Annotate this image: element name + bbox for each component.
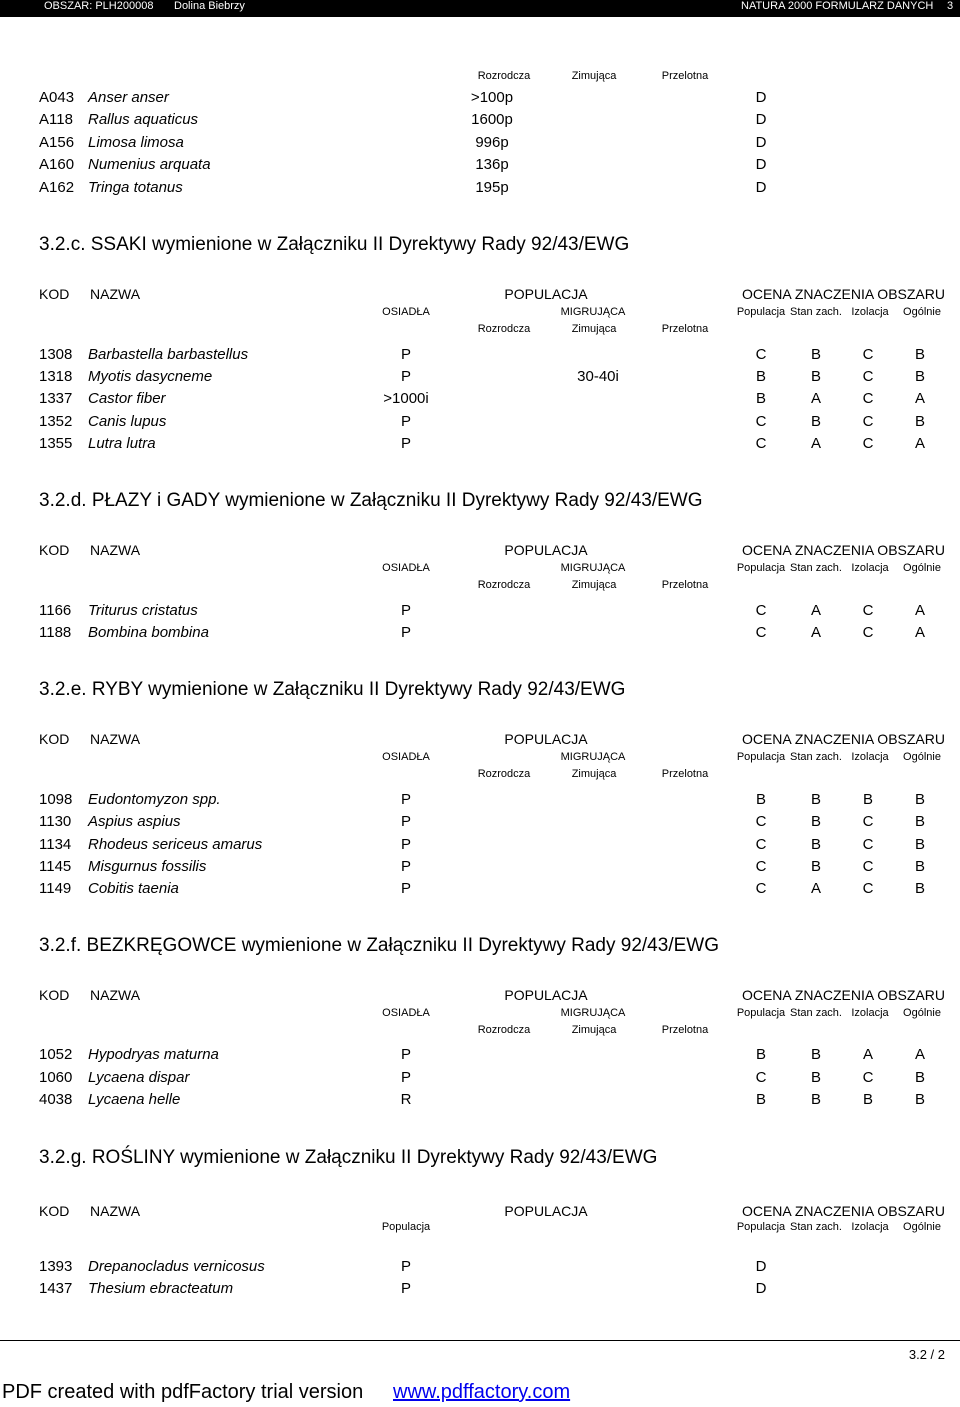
species-name: Aspius aspius (88, 813, 181, 830)
section-title: 3.2.c. SSAKI wymienione w Załączniku II Dyrektywy Rady 92/43/EWG (39, 234, 630, 255)
species-code: 1437 (39, 1280, 73, 1297)
assessment-population: C (755, 836, 767, 853)
footer-page-reference: 3.2 / 2 (908, 1347, 945, 1362)
column-header-ocena: OCENA ZNACZENIA OBSZARU (741, 1203, 945, 1219)
sub-label-ogolnie: Ogólnie (903, 306, 941, 318)
sub-label-rozrodcza: Rozrodcza (477, 768, 531, 780)
assessment-isolation: C (862, 602, 874, 619)
assessment-conservation: B (810, 813, 822, 830)
sub-label-izolacja: Izolacja (851, 562, 889, 574)
sub-label-populacja: Populacja (736, 306, 786, 318)
sub-label-osiadla: OSIADŁA (382, 562, 430, 574)
assessment-global: B (914, 791, 926, 808)
population-value: P (400, 1280, 412, 1297)
column-header-populacja: POPULACJA (504, 731, 588, 747)
section-title: 3.2.f. BEZKRĘGOWCE wymienione w Załączniku II Dyrektywy Rady 92/43/EWG (39, 935, 719, 956)
assessment-global: B (914, 1069, 926, 1086)
column-header-ocena: OCENA ZNACZENIA OBSZARU (741, 731, 945, 747)
assessment-isolation: C (862, 880, 874, 897)
assessment-isolation: C (862, 836, 874, 853)
header-form-title: NATURA 2000 FORMULARZ DANYCH (741, 0, 934, 12)
assessment-isolation: C (862, 368, 874, 385)
population-value: 136p (475, 156, 509, 173)
column-header-populacja: POPULACJA (504, 286, 588, 302)
pdf-factory-link[interactable]: www.pdffactory.com (393, 1381, 571, 1403)
species-code: 1098 (39, 791, 73, 808)
sub-label-migrujaca: MIGRUJĄCA (560, 1007, 626, 1019)
sub-label-migrujaca: MIGRUJĄCA (560, 751, 626, 763)
sub-label-stan-zach: Stan zach. (790, 1221, 842, 1233)
population-resident: P (400, 1069, 412, 1086)
sub-label-stan-zach: Stan zach. (790, 562, 842, 574)
assessment-population: B (755, 368, 767, 385)
species-name: Numenius arquata (88, 156, 211, 173)
assessment-value: D (755, 134, 767, 151)
column-header-nazwa: NAZWA (90, 731, 141, 747)
assessment-global: A (914, 435, 926, 452)
assessment-value: D (755, 1258, 767, 1275)
assessment-isolation: C (862, 435, 874, 452)
population-value: 1600p (471, 111, 513, 128)
assessment-conservation: B (810, 346, 822, 363)
assessment-population: C (755, 880, 767, 897)
sub-label-izolacja: Izolacja (851, 1007, 889, 1019)
column-header-nazwa: NAZWA (90, 1203, 141, 1219)
assessment-population: C (755, 435, 767, 452)
column-header-kod: KOD (39, 286, 70, 302)
population-value: 996p (475, 134, 509, 151)
species-code: 1188 (39, 624, 72, 641)
assessment-population: C (755, 413, 767, 430)
species-name: Drepanocladus vernicosus (88, 1258, 265, 1275)
column-header-ocena: OCENA ZNACZENIA OBSZARU (741, 987, 945, 1003)
species-name: Rallus aquaticus (88, 111, 199, 128)
sub-label-przelotna: Przelotna (661, 579, 709, 591)
assessment-population: B (755, 1091, 767, 1108)
population-resident: P (400, 435, 412, 452)
assessment-conservation: A (810, 602, 822, 619)
species-code: 1355 (39, 435, 73, 452)
assessment-conservation: B (810, 836, 822, 853)
population-migrating: 30-40i (577, 368, 619, 385)
species-code: A160 (39, 156, 75, 173)
population-resident: P (400, 791, 412, 808)
sub-label-zimujaca: Zimująca (571, 1024, 617, 1036)
species-code: 1337 (39, 390, 73, 407)
sub-label-osiadla: OSIADŁA (382, 751, 430, 763)
sub-label-populacja: Populacja (736, 751, 786, 763)
species-code: 1352 (39, 413, 73, 430)
population-value: P (400, 1258, 412, 1275)
species-name: Barbastella barbastellus (88, 346, 249, 363)
assessment-isolation: C (862, 413, 874, 430)
sub-label-izolacja: Izolacja (851, 751, 889, 763)
assessment-population: C (755, 1069, 767, 1086)
population-resident: P (400, 346, 412, 363)
sub-label-populacja: Populacja (381, 1221, 431, 1233)
sub-label-ogolnie: Ogólnie (903, 562, 941, 574)
assessment-population: B (755, 1046, 767, 1063)
sub-label-ogolnie: Ogólnie (903, 751, 941, 763)
assessment-value: D (755, 1280, 767, 1297)
column-header-nazwa: NAZWA (90, 286, 141, 302)
sub-label-przelotna: Przelotna (661, 70, 709, 82)
column-header-nazwa: NAZWA (90, 987, 141, 1003)
section-title: 3.2.d. PŁAZY i GADY wymienione w Załączniku II Dyrektywy Rady 92/43/EWG (39, 490, 703, 511)
column-header-kod: KOD (39, 1203, 70, 1219)
assessment-population: B (755, 390, 767, 407)
assessment-value: D (755, 179, 767, 196)
sub-label-izolacja: Izolacja (851, 306, 889, 318)
sub-label-przelotna: Przelotna (661, 323, 709, 335)
assessment-conservation: B (810, 413, 822, 430)
sub-label-osiadla: OSIADŁA (382, 306, 430, 318)
sub-label-izolacja: Izolacja (851, 1221, 889, 1233)
sub-label-zimujaca: Zimująca (571, 323, 617, 335)
assessment-conservation: B (810, 791, 822, 808)
assessment-conservation: B (810, 368, 822, 385)
assessment-population: C (755, 602, 767, 619)
species-code: 1308 (39, 346, 73, 363)
assessment-population: C (755, 346, 767, 363)
assessment-global: A (914, 602, 926, 619)
sub-label-rozrodcza: Rozrodcza (477, 323, 531, 335)
assessment-global: A (914, 390, 926, 407)
species-name: Lycaena helle (88, 1091, 181, 1108)
population-resident: P (400, 880, 412, 897)
population-resident: >1000i (383, 390, 429, 407)
species-name: Eudontomyzon spp. (88, 791, 221, 808)
species-code: A156 (39, 134, 75, 151)
pdf-factory-note: PDF created with pdfFactory trial version (2, 1381, 364, 1403)
assessment-value: D (755, 89, 767, 106)
species-code: 1166 (39, 602, 72, 619)
population-resident: P (400, 602, 412, 619)
assessment-population: C (755, 624, 767, 641)
assessment-isolation: C (862, 390, 874, 407)
sub-label-osiadla: OSIADŁA (382, 1007, 430, 1019)
header-site-code: OBSZAR: PLH200008 (44, 0, 154, 12)
assessment-value: D (755, 156, 767, 173)
sub-label-migrujaca: MIGRUJĄCA (560, 306, 626, 318)
species-code: 1134 (39, 836, 72, 853)
species-code: 1145 (39, 858, 72, 875)
species-code: A118 (39, 111, 73, 128)
species-name: Limosa limosa (88, 134, 184, 151)
assessment-conservation: B (810, 1069, 822, 1086)
assessment-population: C (755, 813, 767, 830)
population-resident: P (400, 1046, 412, 1063)
sub-label-rozrodcza: Rozrodcza (477, 1024, 531, 1036)
sub-label-przelotna: Przelotna (661, 768, 709, 780)
sub-label-zimujaca: Zimująca (571, 70, 617, 82)
species-name: Misgurnus fossilis (88, 858, 207, 875)
sub-label-populacja: Populacja (736, 1221, 786, 1233)
assessment-global: B (914, 1091, 926, 1108)
assessment-global: A (914, 624, 926, 641)
column-header-populacja: POPULACJA (504, 987, 588, 1003)
assessment-isolation: C (862, 813, 874, 830)
assessment-global: B (914, 836, 926, 853)
population-resident: R (400, 1091, 412, 1108)
assessment-isolation: A (862, 1046, 874, 1063)
species-code: 4038 (39, 1091, 73, 1108)
column-header-kod: KOD (39, 542, 70, 558)
assessment-conservation: B (810, 1091, 822, 1108)
assessment-global: B (914, 346, 926, 363)
population-resident: P (400, 624, 412, 641)
section-title: 3.2.g. ROŚLINY wymienione w Załączniku II Dyrektywy Rady 92/43/EWG (39, 1147, 658, 1168)
column-header-ocena: OCENA ZNACZENIA OBSZARU (741, 542, 945, 558)
species-code: A043 (39, 89, 75, 106)
species-name: Triturus cristatus (88, 602, 198, 619)
header-page-number: 3 (947, 0, 954, 12)
sub-label-zimujaca: Zimująca (571, 579, 617, 591)
sub-label-rozrodcza: Rozrodcza (477, 70, 531, 82)
assessment-conservation: A (810, 880, 822, 897)
species-name: Lycaena dispar (88, 1069, 190, 1086)
sub-label-stan-zach: Stan zach. (790, 306, 842, 318)
species-name: Tringa totanus (88, 179, 183, 196)
population-resident: P (400, 368, 412, 385)
column-header-nazwa: NAZWA (90, 542, 141, 558)
species-code: A162 (39, 179, 75, 196)
assessment-isolation: C (862, 624, 874, 641)
species-name: Anser anser (88, 89, 169, 106)
assessment-global: B (914, 858, 926, 875)
assessment-conservation: B (810, 1046, 822, 1063)
sub-label-populacja: Populacja (736, 562, 786, 574)
sub-label-zimujaca: Zimująca (571, 768, 617, 780)
species-name: Rhodeus sericeus amarus (88, 836, 263, 853)
assessment-value: D (755, 111, 767, 128)
column-header-populacja: POPULACJA (504, 542, 588, 558)
population-resident: P (400, 813, 412, 830)
species-name: Bombina bombina (88, 624, 209, 641)
species-code: 1149 (39, 880, 72, 897)
assessment-global: B (914, 880, 926, 897)
assessment-global: B (914, 413, 926, 430)
assessment-population: B (755, 791, 767, 808)
sub-label-populacja: Populacja (736, 1007, 786, 1019)
species-name: Myotis dasycneme (88, 368, 213, 385)
column-header-ocena: OCENA ZNACZENIA OBSZARU (741, 286, 945, 302)
assessment-conservation: A (810, 624, 822, 641)
species-code: 1060 (39, 1069, 73, 1086)
species-code: 1130 (39, 813, 72, 830)
assessment-isolation: C (862, 1069, 874, 1086)
assessment-conservation: B (810, 858, 822, 875)
assessment-isolation: B (862, 1091, 874, 1108)
species-code: 1052 (39, 1046, 73, 1063)
sub-label-ogolnie: Ogólnie (903, 1221, 941, 1233)
sub-label-przelotna: Przelotna (661, 1024, 709, 1036)
assessment-global: A (914, 1046, 926, 1063)
population-value: 195p (475, 179, 509, 196)
species-name: Castor fiber (88, 390, 166, 407)
assessment-isolation: C (862, 346, 874, 363)
assessment-conservation: A (810, 390, 822, 407)
species-name: Cobitis taenia (88, 880, 179, 897)
species-name: Thesium ebracteatum (88, 1280, 234, 1297)
species-name: Canis lupus (88, 413, 167, 430)
column-header-populacja: POPULACJA (504, 1203, 588, 1219)
population-resident: P (400, 413, 412, 430)
header-site-name: Dolina Biebrzy (174, 0, 245, 12)
assessment-population: C (755, 858, 767, 875)
species-name: Lutra lutra (88, 435, 156, 452)
column-header-kod: KOD (39, 987, 70, 1003)
species-code: 1318 (39, 368, 73, 385)
column-header-kod: KOD (39, 731, 70, 747)
population-resident: P (400, 836, 412, 853)
sub-label-stan-zach: Stan zach. (790, 1007, 842, 1019)
assessment-isolation: B (862, 791, 874, 808)
sub-label-migrujaca: MIGRUJĄCA (560, 562, 626, 574)
assessment-conservation: A (810, 435, 822, 452)
section-title: 3.2.e. RYBY wymienione w Załączniku II Dyrektywy Rady 92/43/EWG (39, 679, 626, 700)
population-value: >100p (470, 89, 514, 106)
population-resident: P (400, 858, 412, 875)
sub-label-ogolnie: Ogólnie (903, 1007, 941, 1019)
assessment-isolation: C (862, 858, 874, 875)
sub-label-rozrodcza: Rozrodcza (477, 579, 531, 591)
sub-label-stan-zach: Stan zach. (790, 751, 842, 763)
species-name: Hypodryas maturna (88, 1046, 219, 1063)
assessment-global: B (914, 813, 926, 830)
footer-divider (0, 1340, 960, 1341)
species-code: 1393 (39, 1258, 73, 1275)
assessment-global: B (914, 368, 926, 385)
